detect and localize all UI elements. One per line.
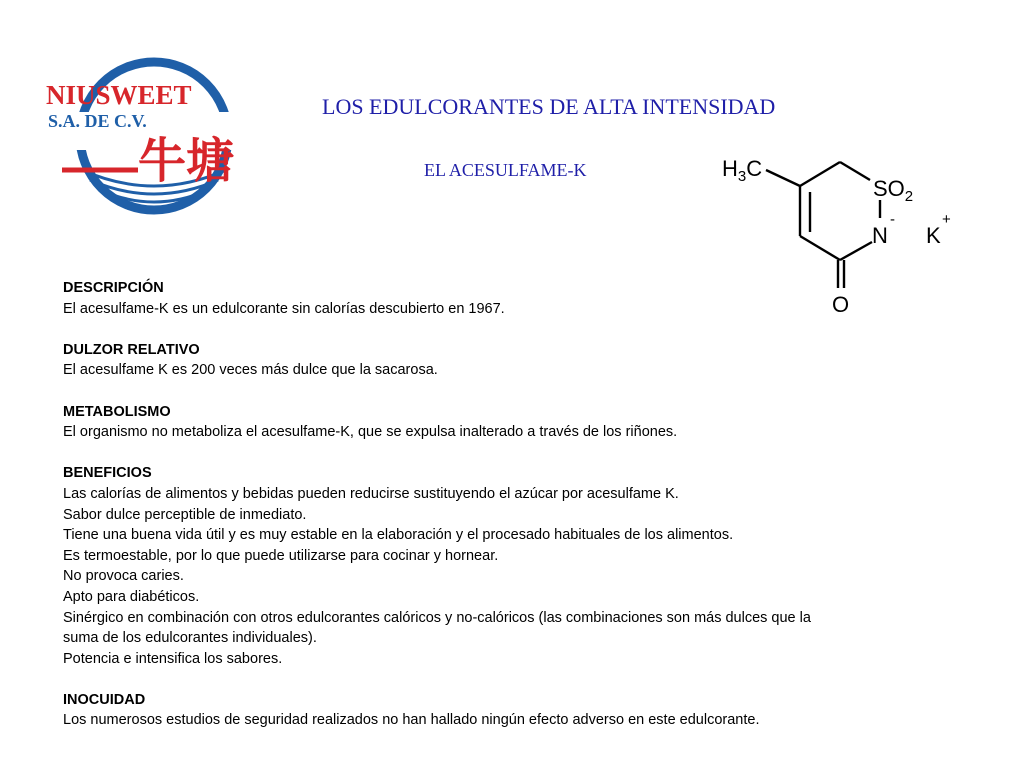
section-descripcion: [63, 278, 963, 319]
logo-brand-text: NIUSWEET: [46, 80, 192, 110]
section-text: Sabor dulce perceptible de inmediato.: [63, 506, 307, 523]
section-text: Los numerosos estudios de seguridad realizados no han hallado ningún efecto adverso en este edulcorante.: [63, 712, 760, 729]
molecule-bonds: [766, 162, 880, 288]
section-text: No provoca caries.: [63, 568, 184, 585]
section-text: El acesulfame-K es un edulcorante sin calorías descubierto en 1967.: [63, 300, 505, 317]
methyl-label: $H_3C$: [722, 156, 763, 185]
page-title: LOS EDULCORANTES DE ALTA INTENSIDAD: [322, 94, 776, 119]
section-text: Es termoestable, por lo que puede utilizarse para cocinar y hornear.: [63, 547, 499, 564]
page-subtitle: EL ACESULFAME-K: [424, 160, 587, 180]
positive-charge-label: +: [942, 211, 951, 228]
section-text: El organismo no metaboliza el acesulfame-K, que se expulsa inalterado a través de los riñones.: [63, 424, 678, 441]
section-metabolismo: [63, 402, 963, 443]
section-heading: DESCRIPCIÓN: [63, 280, 164, 296]
nitrogen-label: N: [872, 223, 888, 248]
section-heading: INOCUIDAD: [63, 691, 146, 708]
section-text: Sinérgico en combinación con otros edulcorantes calóricos y no-calóricos (las combinaciones son más dulces que la: [63, 609, 811, 626]
section-heading: BENEFICIOS: [63, 465, 152, 482]
section-text: El acesulfame K es 200 veces más dulce que la sacarosa.: [63, 362, 438, 379]
oxygen-label: O: [832, 292, 850, 317]
content-body: [63, 278, 963, 752]
section-beneficios: [63, 463, 963, 669]
section-heading: DULZOR RELATIVO: [63, 341, 200, 358]
sulfonyl-label: $SO_2$: [873, 176, 914, 205]
section-text: suma de los edulcorantes individuales).: [63, 630, 317, 647]
logo-company-text: S.A. DE C.V.: [48, 111, 147, 131]
section-heading: METABOLISMO: [63, 403, 171, 420]
negative-charge-label: -: [890, 211, 895, 228]
section-text: Potencia e intensifica los sabores.: [63, 650, 283, 667]
section-dulzor: [63, 340, 963, 381]
logo-chinese-text: 牛塘: [138, 133, 235, 189]
section-text: Apto para diabéticos.: [63, 588, 200, 605]
potassium-label: K: [926, 223, 941, 248]
company-logo: [42, 52, 258, 216]
section-text: Tiene una buena vida útil y es muy estable en la elaboración y el procesado habituales de los alimentos.: [63, 527, 734, 544]
section-text: Las calorías de alimentos y bebidas pueden reducirse sustituyendo el azúcar por acesulfame K.: [63, 485, 679, 502]
section-inocuidad: [63, 690, 963, 731]
